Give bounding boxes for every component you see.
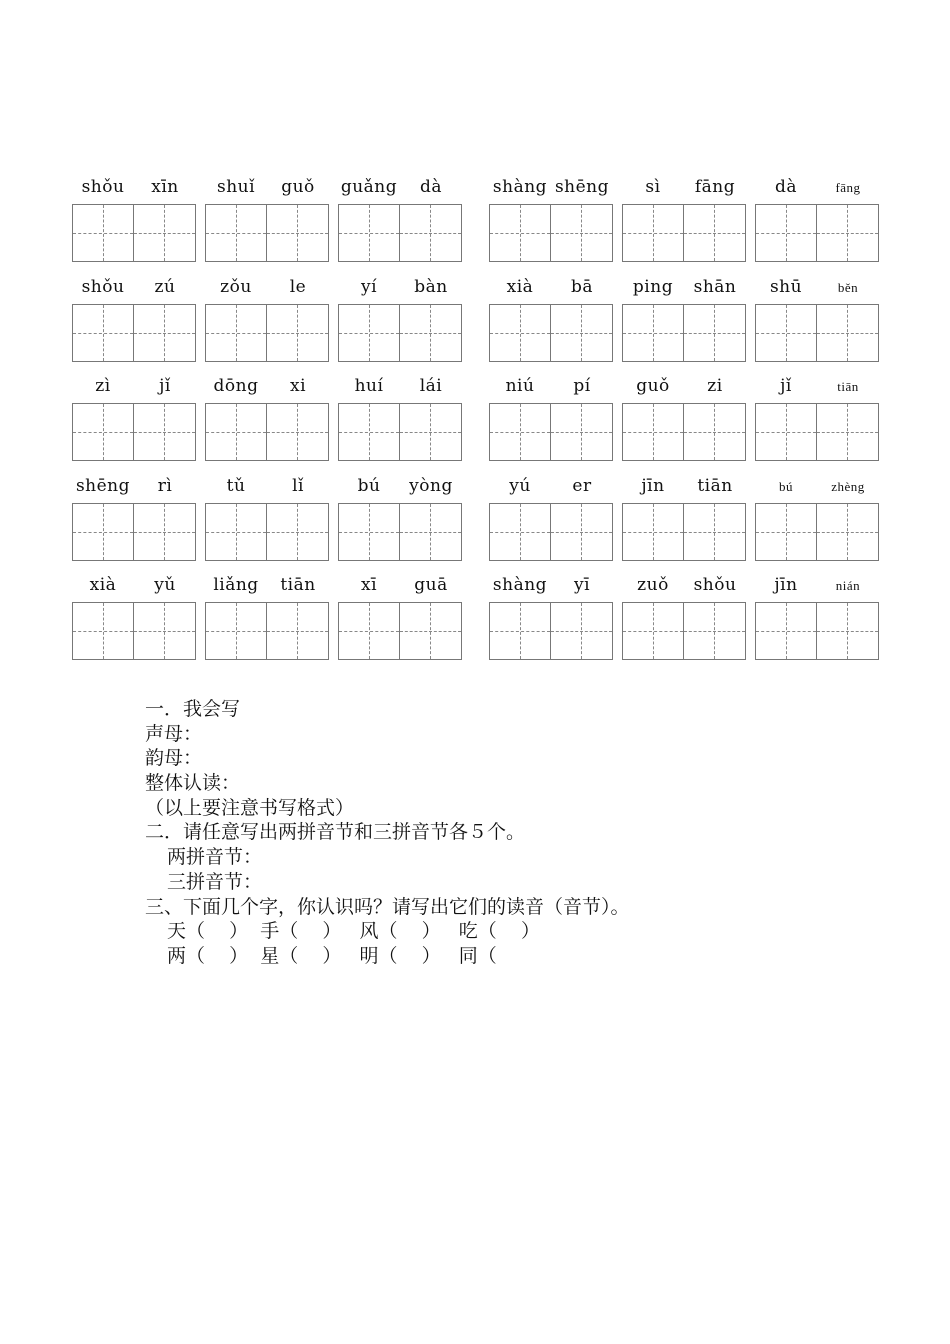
tianzige-cell[interactable] [755,602,817,660]
pinyin-syllable: guǎng [340,177,398,197]
word-box [755,177,879,262]
pinyin-pair [622,575,746,597]
two-syllable-label: 两拼音节： [167,846,263,869]
pinyin-syllable: tiān [837,379,859,394]
pinyin-syllable: bú [779,479,793,494]
pinyin-syllable: yòng [409,476,453,496]
tianzige-cell[interactable] [134,304,196,362]
pinyin-syllable: nián [835,578,861,593]
pinyin-pair [72,376,196,398]
pinyin-syllable: zú [154,277,176,297]
pinyin-syllable: dà [419,177,443,197]
tianzige-cell[interactable] [72,602,134,660]
pinyin-syllable: bàn [414,277,448,297]
tianzige-cell[interactable] [338,403,400,461]
tianzige-cell[interactable] [400,204,462,262]
word-box [338,476,462,561]
word-box [72,376,196,461]
pinyin-syllable: bú [357,476,381,496]
tianzige-cell[interactable] [72,204,134,262]
pinyin-pair [489,376,613,398]
pinyin-pair [489,575,613,597]
tianzige-cell[interactable] [400,403,462,461]
pinyin-syllable: lái [419,376,443,396]
pinyin-syllable: shuǐ [216,177,256,197]
zhengti-label: 整体认读： [145,772,241,795]
tianzige-cell[interactable] [338,602,400,660]
pinyin-syllable: guǒ [281,177,315,197]
pinyin-pair [755,177,879,199]
pinyin-syllable: shū [769,277,803,297]
pinyin-syllable: fāng [694,177,736,197]
pinyin-pair [622,476,746,498]
pinyin-pair [205,177,329,199]
pinyin-syllable: shǒu [81,277,125,297]
pinyin-pair [338,476,462,498]
pinyin-syllable: zhèng [831,479,865,494]
word-box [755,277,879,362]
pinyin-pair [205,277,329,299]
tianzige-cell[interactable] [205,204,267,262]
pinyin-syllable: jǐ [159,376,171,396]
word-box [338,177,462,262]
section-1-title: 一．我会写 [145,698,241,720]
tianzige-cell[interactable] [338,503,400,561]
pinyin-syllable: pí [573,376,591,396]
pinyin-pair [72,177,196,199]
pinyin-syllable: yǔ [154,575,176,595]
tianzige-cell[interactable] [72,403,134,461]
tianzige-cell[interactable] [755,204,817,262]
tianzige-cell[interactable] [817,602,879,660]
yunmu-label: 韵母： [145,747,203,770]
tianzige-cell[interactable] [489,602,551,660]
pinyin-pair [338,277,462,299]
pinyin-pair [489,277,613,299]
reading-line-1: 天（ ） 手（ ） 风（ ） 吃（ ） [167,920,540,943]
pinyin-syllable: dà [774,177,798,197]
word-box [205,277,329,362]
three-syllable-label: 三拼音节： [167,870,263,893]
word-box [489,177,613,262]
tianzige-cell[interactable] [205,503,267,561]
pinyin-syllable: ping [632,277,674,297]
tianzige-cell[interactable] [551,503,613,561]
pinyin-syllable: xi [289,376,307,396]
word-box [489,476,613,561]
tianzige-cell[interactable] [622,503,684,561]
tianzige-cell[interactable] [338,204,400,262]
pinyin-pair [338,376,462,398]
word-box [489,575,613,660]
tianzige-cell[interactable] [400,503,462,561]
pinyin-pair [622,376,746,398]
word-box [755,575,879,660]
pinyin-pair [205,575,329,597]
pinyin-syllable: er [572,476,592,496]
word-box [622,376,746,461]
tianzige-cell[interactable] [489,403,551,461]
word-box [72,476,196,561]
pinyin-syllable: shàng [492,575,548,595]
tianzige-cell[interactable] [755,304,817,362]
tianzige-cell[interactable] [205,602,267,660]
pinyin-syllable: zǒu [220,277,252,297]
word-box [72,277,196,362]
pinyin-syllable: zi [707,376,723,396]
shengmu-label: 声母： [145,722,203,745]
tianzige-cell[interactable] [489,204,551,262]
tianzige-cell[interactable] [72,503,134,561]
word-box [338,575,462,660]
pinyin-syllable: sì [645,177,661,197]
tianzige-cell[interactable] [134,403,196,461]
section-2-title: 二．请任意写出两拼音节和三拼音节各５个。 [145,821,526,844]
pinyin-syllable: tiān [697,476,733,496]
pinyin-syllable: xià [506,277,534,297]
pinyin-syllable: yí [360,277,378,297]
pinyin-pair [338,177,462,199]
pinyin-syllable: shēng [554,177,610,197]
pinyin-syllable: zuǒ [637,575,669,595]
pinyin-pair [755,376,879,398]
pinyin-syllable: yú [509,476,531,496]
tianzige-cell[interactable] [267,503,329,561]
tianzige-cell[interactable] [755,403,817,461]
tianzige-cell[interactable] [622,204,684,262]
pinyin-syllable: rì [157,476,173,496]
tianzige-cell[interactable] [684,602,746,660]
pinyin-pair [72,277,196,299]
word-box [622,476,746,561]
pinyin-syllable: fāng [835,180,861,195]
pinyin-syllable: shàng [492,177,548,197]
tianzige-cell[interactable] [72,304,134,362]
pinyin-syllable: xīn [151,177,179,197]
pinyin-pair [622,277,746,299]
pinyin-syllable: tiān [280,575,316,595]
word-box [338,376,462,461]
pinyin-syllable: niú [505,376,535,396]
word-box [205,376,329,461]
pinyin-pair [205,376,329,398]
tianzige-cell[interactable] [267,204,329,262]
pinyin-syllable: guā [414,575,448,595]
pinyin-syllable: běn [837,280,859,295]
word-box [489,277,613,362]
pinyin-syllable: huí [354,376,384,396]
pinyin-pair [755,277,879,299]
tianzige-cell[interactable] [267,304,329,362]
pinyin-pair [72,476,196,498]
tianzige-cell[interactable] [622,602,684,660]
tianzige-cell[interactable] [267,403,329,461]
pinyin-syllable: xī [360,575,378,595]
tianzige-cell[interactable] [551,304,613,362]
tianzige-cell[interactable] [817,403,879,461]
word-box [205,476,329,561]
tianzige-cell[interactable] [551,204,613,262]
tianzige-cell[interactable] [134,602,196,660]
pinyin-pair [755,575,879,597]
section-3-title: 三、下面几个字，你认识吗？请写出它们的读音（音节）。 [145,895,630,918]
word-box [622,575,746,660]
pinyin-pair [489,476,613,498]
pinyin-syllable: guǒ [636,376,670,396]
pinyin-syllable: shān [693,277,737,297]
pinyin-syllable: shǒu [81,177,125,197]
pinyin-syllable: lǐ [292,476,304,496]
word-box [205,177,329,262]
format-note: （以上要注意书写格式） [145,796,355,819]
pinyin-syllable: le [289,277,307,297]
tianzige-cell[interactable] [622,304,684,362]
pinyin-syllable: shēng [75,476,131,496]
tianzige-cell[interactable] [400,602,462,660]
pinyin-syllable: jǐ [780,376,792,396]
tianzige-cell[interactable] [551,602,613,660]
word-box [755,476,879,561]
pinyin-pair [205,476,329,498]
tianzige-cell[interactable] [755,503,817,561]
word-box [205,575,329,660]
tianzige-cell[interactable] [684,403,746,461]
pinyin-pair [622,177,746,199]
pinyin-syllable: tǔ [226,476,246,496]
pinyin-syllable: jīn [641,476,665,496]
pinyin-pair [72,575,196,597]
word-box [755,376,879,461]
pinyin-pair [755,476,879,498]
tianzige-cell[interactable] [338,304,400,362]
pinyin-syllable: dōng [213,376,259,396]
tianzige-cell[interactable] [684,503,746,561]
tianzige-cell[interactable] [817,304,879,362]
tianzige-cell[interactable] [622,403,684,461]
pinyin-pair [489,177,613,199]
tianzige-cell[interactable] [205,403,267,461]
tianzige-cell[interactable] [489,503,551,561]
tianzige-cell[interactable] [134,204,196,262]
pinyin-syllable: zì [95,376,111,396]
pinyin-syllable: xià [89,575,117,595]
word-box [489,376,613,461]
pinyin-syllable: jīn [774,575,798,595]
word-box [72,575,196,660]
tianzige-cell[interactable] [551,403,613,461]
pinyin-syllable: yī [573,575,591,595]
word-box [72,177,196,262]
tianzige-cell[interactable] [267,602,329,660]
tianzige-cell[interactable] [817,204,879,262]
pinyin-syllable: liǎng [213,575,259,595]
pinyin-syllable: bā [570,277,594,297]
tianzige-cell[interactable] [684,204,746,262]
pinyin-pair [338,575,462,597]
tianzige-cell[interactable] [400,304,462,362]
word-box [338,277,462,362]
tianzige-cell[interactable] [134,503,196,561]
word-box [622,177,746,262]
tianzige-cell[interactable] [684,304,746,362]
reading-line-2: 两（ ） 星（ ） 明（ ） 同（ [167,944,497,967]
tianzige-cell[interactable] [489,304,551,362]
pinyin-syllable: shǒu [693,575,737,595]
tianzige-cell[interactable] [205,304,267,362]
tianzige-cell[interactable] [817,503,879,561]
exercise-section [145,697,845,969]
word-box [622,277,746,362]
